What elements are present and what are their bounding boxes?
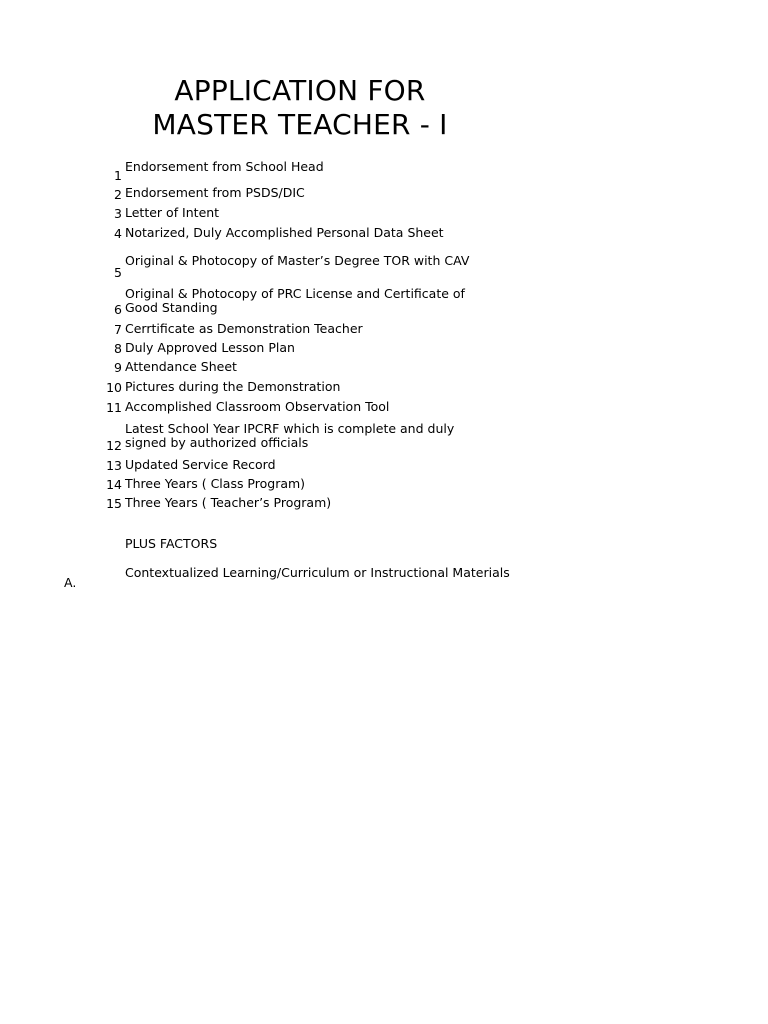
requirement-text: Notarized, Duly Accomplished Personal Data Sheet [125, 225, 444, 240]
requirement-text: Original & Photocopy of Master’s Degree TOR with CAV [125, 253, 470, 268]
requirement-number: 13 [106, 458, 122, 473]
requirement-number: 6 [114, 302, 122, 317]
requirement-text: Endorsement from School Head [125, 159, 324, 174]
requirement-number: 4 [114, 226, 122, 241]
requirement-number: 11 [106, 400, 122, 415]
requirement-text: Three Years ( Teacher’s Program) [125, 495, 332, 510]
requirement-number: 14 [106, 477, 122, 492]
requirement-number: 15 [106, 496, 122, 511]
requirement-number: 2 [114, 187, 122, 202]
requirement-text: Attendance Sheet [125, 359, 237, 374]
requirement-number: 3 [114, 206, 122, 221]
requirement-number: 10 [106, 380, 122, 395]
requirement-number: 5 [114, 265, 122, 280]
requirement-text: Accomplished Classroom Observation Tool [125, 399, 390, 414]
title-line-2: MASTER TEACHER - I [152, 108, 448, 141]
requirement-number: 9 [114, 360, 122, 375]
requirement-text: Updated Service Record [125, 457, 276, 472]
requirement-text: Original & Photocopy of PRC License and Certificate of Good Standing [125, 286, 465, 315]
requirement-text: Endorsement from PSDS/DIC [125, 185, 305, 200]
requirement-number: 1 [114, 168, 122, 183]
requirement-text: Pictures during the Demonstration [125, 379, 341, 394]
requirement-text: Cerrtificate as Demonstration Teacher [125, 321, 363, 336]
document-title [140, 74, 460, 142]
plus-factor-letter: A. [64, 575, 77, 590]
requirement-number: 7 [114, 322, 122, 337]
requirement-text: Latest School Year IPCRF which is complete and duly signed by authorized officials [125, 421, 455, 450]
plus-factors-heading: PLUS FACTORS [125, 536, 218, 551]
requirement-number: 12 [106, 438, 122, 453]
plus-factor-text: Contextualized Learning/Curriculum or Instructional Materials [125, 565, 510, 580]
requirement-text: Three Years ( Class Program) [125, 476, 306, 491]
title-line-1: APPLICATION FOR [174, 74, 426, 107]
requirement-text: Duly Approved Lesson Plan [125, 340, 295, 355]
requirement-text: Letter of Intent [125, 205, 220, 220]
requirement-number: 8 [114, 341, 122, 356]
